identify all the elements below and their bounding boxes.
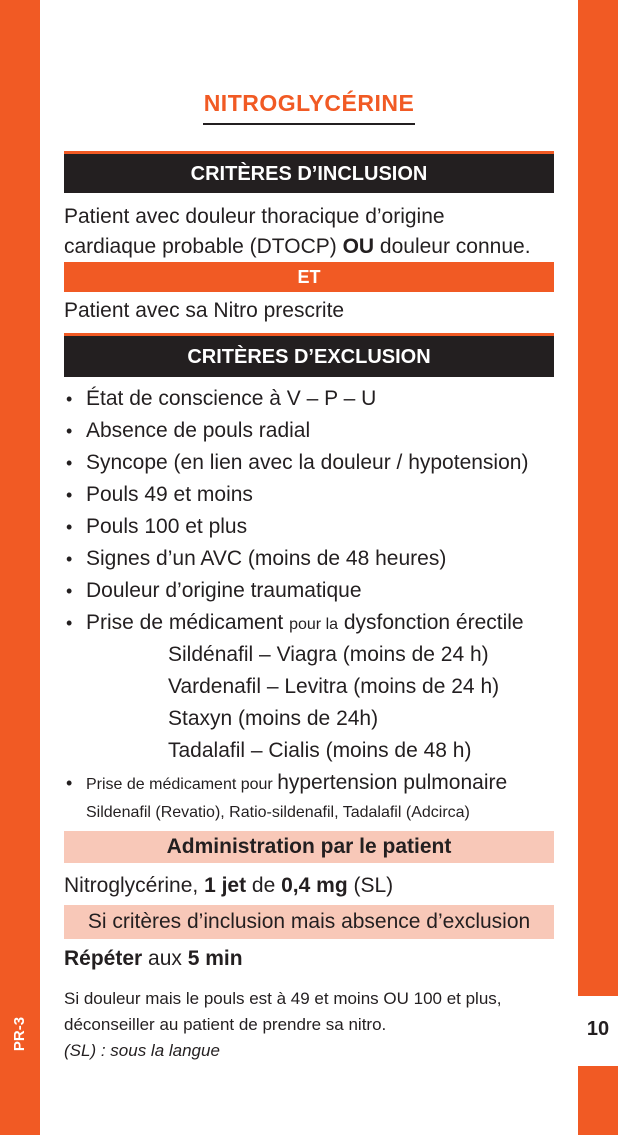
pulmonary-hypertension-item: [64, 768, 564, 826]
pulmonary-drugs: Sildenafil (Revatio), Ratio-sildenafil, Tadalafil (Adcirca): [86, 804, 470, 821]
drug-item: Sildénafil – Viagra (moins de 24 h): [168, 643, 489, 666]
exclusion-list: [64, 383, 564, 641]
exclusion-item: • Douleur d’origine traumatique: [64, 575, 564, 607]
dose-of: de: [246, 874, 282, 897]
repeat-line: [64, 944, 554, 974]
protocol-code: PR-3: [11, 1016, 28, 1052]
repeat-interval: 5 min: [187, 947, 243, 970]
dose-mg: 0,4 mg: [281, 874, 348, 897]
dose-line: [64, 871, 554, 901]
dose-route: (SL): [347, 874, 394, 897]
pulm-main: hypertension pulmonaire: [277, 771, 508, 794]
drug-item: Tadalafil – Cialis (moins de 48 h): [168, 739, 472, 762]
exclusion-item: • Absence de pouls radial: [64, 415, 564, 447]
right-accent-bar-top: [578, 0, 618, 996]
inclusion-line-2: [64, 232, 554, 262]
drug-item: Vardenafil – Levitra (moins de 24 h): [168, 675, 500, 698]
note-line-1: Si douleur mais le pouls est à 49 et moins OU 100 et plus,: [64, 989, 502, 1008]
and-connector: ET: [64, 262, 554, 292]
administration-header: Administration par le patient: [64, 831, 554, 863]
condition-band: Si critères d’inclusion mais absence d’exclusion: [64, 905, 554, 939]
ed-item-start: Prise de médicament: [86, 611, 290, 634]
dose-drug: Nitroglycérine,: [64, 874, 205, 897]
right-accent-bar-bottom: [578, 1066, 618, 1135]
exclusion-item: • Signes d’un AVC (moins de 48 heures): [64, 543, 564, 575]
page-number: 10: [586, 1018, 610, 1040]
page-title: NITROGLYCÉRINE: [203, 90, 415, 116]
exclusion-item: • Pouls 100 et plus: [64, 511, 564, 543]
note-line-2: déconseiller au patient de prendre sa nitro.: [64, 1015, 387, 1034]
repeat-mid: aux: [142, 947, 188, 970]
exclusion-item: • État de conscience à V – P – U: [64, 383, 564, 415]
pulm-small: Prise de médicament pour: [86, 776, 278, 793]
erectile-drug-list: [168, 639, 548, 767]
drug-item: Staxyn (moins de 24h): [168, 707, 379, 730]
inclusion-line-1: Patient avec douleur thoracique d’origine: [64, 205, 445, 228]
inclusion-line-2-start: cardiaque probable (DTOCP): [64, 235, 343, 258]
inclusion-text: [64, 202, 554, 262]
dose-amount: 1 jet: [204, 874, 247, 897]
title-underline: [203, 123, 415, 125]
exclusion-item: • Syncope (en lien avec la douleur / hypotension): [64, 447, 564, 479]
exclusion-item-erectile: [64, 607, 564, 641]
inclusion-line-2-end: douleur connue.: [374, 235, 531, 258]
repeat-keyword: Répéter: [64, 947, 143, 970]
ed-item-small: pour la: [289, 616, 339, 633]
inclusion-line-3: Patient avec sa Nitro prescrite: [64, 299, 345, 322]
note-abbreviation: (SL) : sous la langue: [64, 1041, 220, 1060]
ed-item-end: dysfonction érectile: [338, 611, 524, 634]
pulmonary-line-1: [64, 768, 564, 800]
exclusion-item: • Pouls 49 et moins: [64, 479, 564, 511]
notes: [64, 986, 564, 1064]
inclusion-or-keyword: OU: [342, 235, 375, 258]
exclusion-header: CRITÈRES D’EXCLUSION: [64, 333, 554, 377]
inclusion-header: CRITÈRES D’INCLUSION: [64, 151, 554, 193]
left-accent-bar: [0, 0, 40, 1135]
